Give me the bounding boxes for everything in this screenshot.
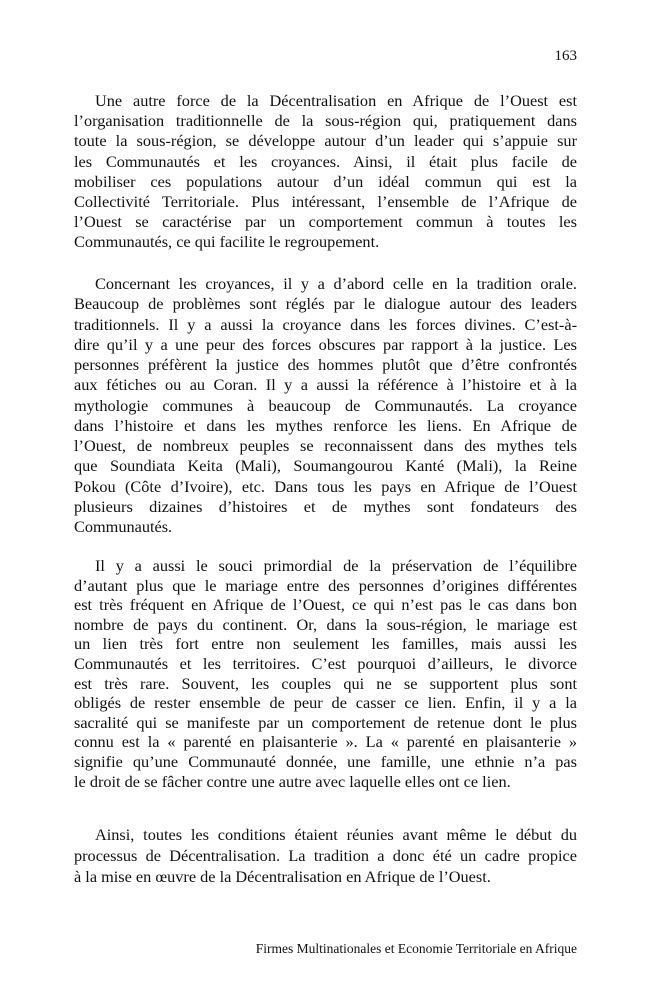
text-line: sacralité qui se manifeste par un comportement de retenue dont le plus xyxy=(74,712,577,732)
text-line: aux fétiches ou au Coran. Il y a aussi la référence à l’histoire et à la xyxy=(74,375,577,395)
paragraph xyxy=(74,274,577,537)
text-line: dire qu’il y a une peur des forces obscures par rapport à la justice. Les xyxy=(74,334,577,354)
text-line: à la mise en œuvre de la Décentralisation en Afrique de l’Ouest. xyxy=(74,867,491,886)
text-line: un lien très fort entre non seulement les familles, mais aussi les xyxy=(74,634,577,654)
text-line: personnes préfèrent la justice des hommes plutôt que d’être confrontés xyxy=(74,355,577,374)
text-line: connu est la « parenté en plaisanterie ». La « parenté en plaisanterie » xyxy=(74,732,577,752)
text-line: Une autre force de la Décentralisation en Afrique de l’Ouest est xyxy=(95,91,577,110)
text-line: processus de Décentralisation. La tradition a donc été un cadre propice xyxy=(74,846,577,865)
text-line: Communautés et les territoires. C’est pourquoi d’ailleurs, le divorce xyxy=(74,653,577,673)
text-line: est très fréquent en Afrique de l’Ouest, ce qui n’est pas le cas dans bon xyxy=(74,595,577,615)
text-line: l’organisation traditionnelle de la sous-région qui, pratiquement dans xyxy=(74,111,577,131)
text-line: obligés de rester ensemble de peur de casser ce lien. Enfin, il y a la xyxy=(74,693,577,713)
text-line: toute la sous-région, se développe autour d’un leader qui s’appuie sur xyxy=(74,131,577,151)
text-line: nombre de pays du continent. Or, dans la sous-région, le mariage est xyxy=(74,614,577,634)
text-line: mobiliser ces populations autour d’un idéal commun qui est la xyxy=(74,171,577,191)
text-line: que Soundiata Keita (Mali), Soumangourou Kanté (Mali), la Reine xyxy=(74,456,577,476)
text-line: Communautés. xyxy=(74,517,173,536)
paragraph xyxy=(74,824,577,887)
running-footer: Firmes Multinationales et Economie Territoriale en Afrique xyxy=(255,941,577,956)
text-line: l’Ouest, de nombreux peuples se reconnaissent dans des mythes tels xyxy=(74,436,577,455)
text-line: Il y a aussi le souci primordial de la préservation de l’équilibre xyxy=(95,556,577,575)
text-line: dans l’histoire et dans les mythes renforce les liens. En Afrique de xyxy=(74,415,577,435)
text-line: l’Ouest se caractérise par un comportement commun à toutes les xyxy=(74,212,577,232)
page-number: 163 xyxy=(554,48,577,64)
text-line: signifie qu’une Communauté donnée, une famille, une ethnie n’a pas xyxy=(74,751,577,771)
text-line: mythologie communes à beaucoup de Communautés. La croyance xyxy=(74,395,577,415)
text-line: le droit de se fâcher contre une autre avec laquelle elles ont ce lien. xyxy=(74,771,511,791)
text-line: les Communautés et les croyances. Ainsi, il était plus facile de xyxy=(74,151,577,171)
text-line: Pokou (Côte d’Ivoire), etc. Dans tous les pays en Afrique de l’Ouest xyxy=(74,476,577,496)
text-line: Ainsi, toutes les conditions étaient réunies avant même le début du xyxy=(95,825,577,844)
text-line: traditionnels. Il y a aussi la croyance dans les forces divines. C’est-à- xyxy=(74,314,577,334)
paragraph xyxy=(74,556,577,791)
paragraph xyxy=(74,91,577,253)
text-line: plusieurs dizaines d’histoires et de mythes sont fondateurs des xyxy=(74,496,577,516)
text-line: Concernant les croyances, il y a d’abord celle en la tradition orale. xyxy=(95,274,577,293)
text-line: d’autant plus que le mariage entre des personnes d’origines différentes xyxy=(74,575,577,595)
text-line: Communautés, ce qui facilite le regroupement. xyxy=(74,232,380,252)
text-line: est très rare. Souvent, les couples qui ne se supportent plus sont xyxy=(74,673,577,693)
text-line: Collectivité Territoriale. Plus intéressant, l’ensemble de l’Afrique de xyxy=(74,192,577,212)
text-line: Beaucoup de problèmes sont réglés par le dialogue autour des leaders xyxy=(74,294,577,314)
